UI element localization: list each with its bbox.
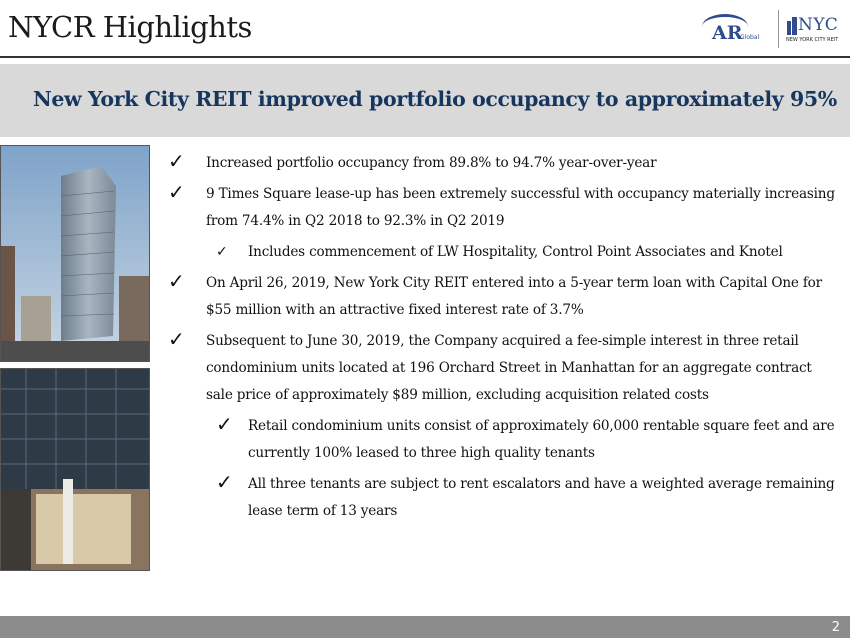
sub-bullet-item [168, 413, 838, 467]
checkmark-icon: ✓ [168, 327, 185, 351]
bullet-text: On April 26, 2019, New York City REIT entered into a 5-year term loan with Capital One for $55 million with an attractive fixed interest rate of 3.7% [206, 275, 822, 318]
bullet-item [168, 181, 838, 235]
nyc-reit-logo [784, 11, 844, 47]
checkmark-icon: ✓ [216, 470, 233, 494]
sub-bullet-item [168, 239, 838, 266]
sub-bullet-text: Retail condominium units consist of approximately 60,000 rentable square feet and are currently 100% leased to three high quality tenants [248, 418, 835, 461]
nyc-logo-subtext: NEW YORK CITY REIT [786, 37, 839, 43]
nyc-logo-text: NYC [798, 15, 839, 35]
sub-bullet-text: All three tenants are subject to rent escalators and have a weighted average remaining lease term of 13 years [248, 476, 835, 519]
sub-bullet-text: Includes commencement of LW Hospitality, Control Point Associates and Knotel [248, 244, 783, 260]
header-logos [700, 8, 844, 50]
ar-global-logo [700, 12, 762, 46]
checkmark-icon: ✓ [168, 180, 185, 204]
tower-photo [0, 145, 150, 362]
bullet-item [168, 270, 838, 324]
checkmark-icon: ✓ [168, 269, 185, 293]
ar-logo-text: AR [712, 22, 743, 44]
highlights-list [168, 150, 838, 529]
page-title: NYCR Highlights [8, 10, 252, 44]
building-icon [786, 17, 798, 35]
ar-logo-subtext: Global [740, 34, 760, 41]
sub-bullet-item [168, 471, 838, 525]
title-divider [0, 56, 850, 58]
bullet-item [168, 150, 838, 177]
logo-divider [778, 10, 779, 48]
bullet-text: Increased portfolio occupancy from 89.8% to 94.7% year-over-year [206, 155, 657, 171]
headline-text: New York City REIT improved portfolio occupancy to approximately 95% [33, 87, 837, 111]
bullet-text: 9 Times Square lease-up has been extremely successful with occupancy materially increasing from 74.4% in Q2 2018 to 92.3% in Q2 2019 [206, 186, 835, 229]
footer-bar [0, 616, 850, 638]
bullet-text: Subsequent to June 30, 2019, the Company acquired a fee-simple interest in three retail condominium units located at 196 Orchard Street in Manhattan for an aggregate contract sale price of approximately $89 million, excluding acquisition related costs [206, 333, 812, 403]
bullet-item [168, 328, 838, 409]
checkmark-icon: ✓ [216, 412, 233, 436]
page-number: 2 [831, 620, 840, 635]
checkmark-icon: ✓ [168, 149, 185, 173]
lobby-photo [0, 368, 150, 571]
checkmark-icon: ✓ [216, 244, 228, 260]
